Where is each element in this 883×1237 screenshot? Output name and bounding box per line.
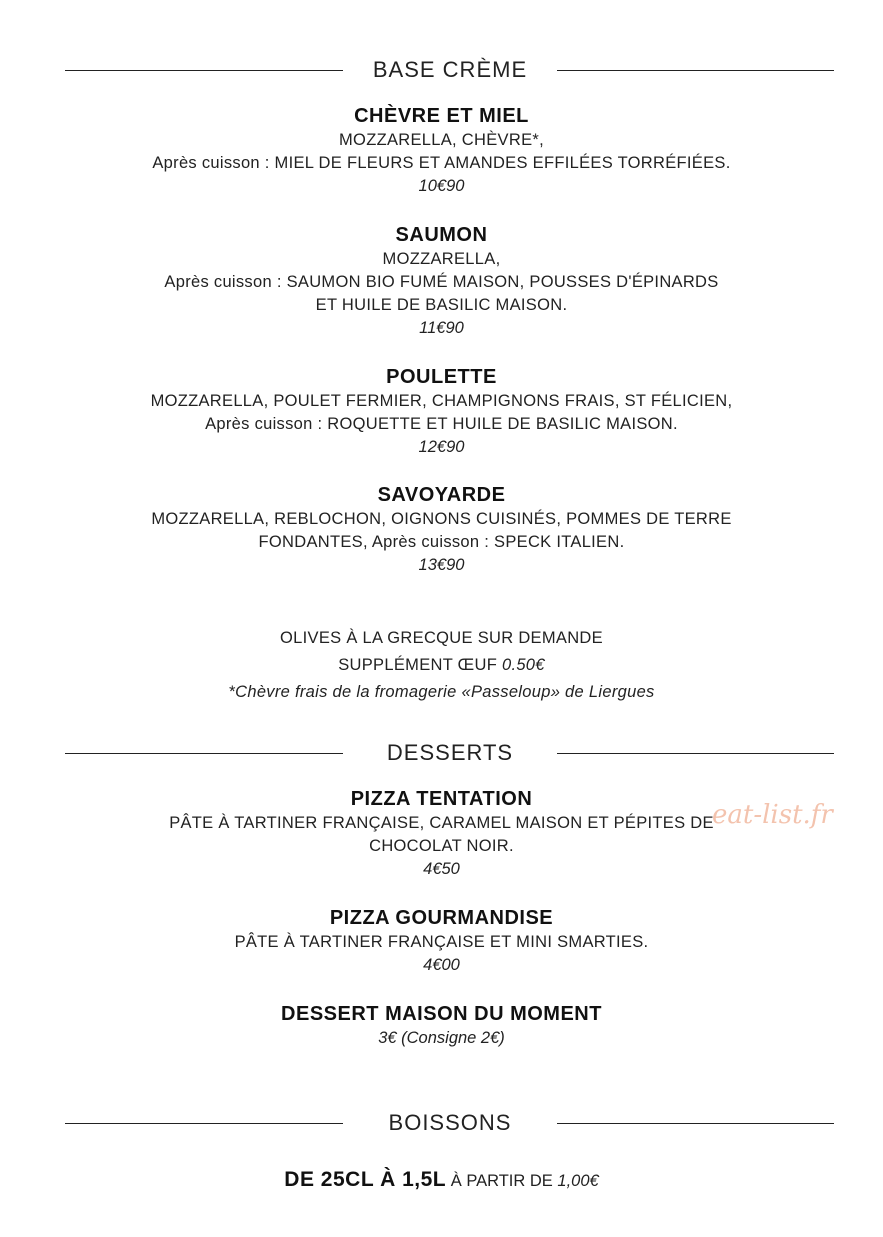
divider-left <box>65 70 343 71</box>
item-desc-line: ET HUILE DE BASILIC MAISON. <box>315 296 568 314</box>
boissons-price: 1,00€ <box>557 1172 599 1190</box>
item-desc-line: Après cuisson : MIEL DE FLEURS ET AMANDES EFFILÉES TORRÉFIÉES. <box>152 154 731 172</box>
item-desc-line: Après cuisson : ROQUETTE ET HUILE DE BASILIC MAISON. <box>205 415 678 433</box>
divider-right <box>557 753 834 754</box>
item-price: 3€ (Consigne 2€) <box>378 1029 505 1047</box>
item-name: PIZZA GOURMANDISE <box>329 907 554 929</box>
section-header-base-creme <box>0 55 883 85</box>
section-title: DESSERTS <box>386 740 514 765</box>
chevre-footnote: *Chèvre frais de la fromagerie «Passeloup» de Liergues <box>228 683 655 701</box>
item-name: CHÈVRE ET MIEL <box>354 105 529 127</box>
item-price: 4€00 <box>423 956 460 974</box>
menu-item-dessert-maison <box>0 1001 883 1050</box>
section-header-boissons <box>0 1108 883 1138</box>
menu-item-chevre-et-miel <box>0 103 883 198</box>
item-price: 11€90 <box>419 319 464 337</box>
boissons-from-label: À PARTIR DE <box>450 1172 553 1190</box>
boissons-pricing <box>0 1168 883 1192</box>
item-desc-line: PÂTE À TARTINER FRANÇAISE, CARAMEL MAISON ET PÉPITES DE <box>169 814 714 832</box>
item-name: SAUMON <box>395 224 488 246</box>
item-price: 10€90 <box>418 177 465 195</box>
divider-right <box>557 1123 834 1124</box>
item-desc-line: CHOCOLAT NOIR. <box>369 837 514 855</box>
boissons-size: DE 25CL À 1,5L <box>284 1168 447 1191</box>
menu-item-saumon <box>0 222 883 340</box>
item-desc-line: Après cuisson : SAUMON BIO FUMÉ MAISON, POUSSES D'ÉPINARDS <box>164 273 719 291</box>
section-title: BOISSONS <box>388 1110 512 1135</box>
item-name: PIZZA TENTATION <box>350 788 533 810</box>
section-title: BASE CRÈME <box>372 57 528 82</box>
oeuf-supplement <box>0 652 883 679</box>
item-price: 4€50 <box>423 860 460 878</box>
divider-right <box>557 70 834 71</box>
menu-item-pizza-gourmandise <box>0 905 883 977</box>
item-price: 12€90 <box>418 438 465 456</box>
item-desc-line: MOZZARELLA, CHÈVRE*, <box>339 131 544 149</box>
oeuf-price: 0.50€ <box>501 656 545 674</box>
item-desc-line: MOZZARELLA, REBLOCHON, OIGNONS CUISINÉS, POMMES DE TERRE <box>151 510 732 528</box>
menu-item-poulette <box>0 364 883 459</box>
item-name: DESSERT MAISON DU MOMENT <box>281 1003 602 1025</box>
item-name: SAVOYARDE <box>377 484 506 506</box>
section-header-desserts <box>0 738 883 768</box>
item-name: POULETTE <box>386 366 497 388</box>
divider-left <box>65 1123 343 1124</box>
watermark-logo: eat-list.fr <box>712 800 833 830</box>
item-desc-line: PÂTE À TARTINER FRANÇAISE ET MINI SMARTIES. <box>234 933 649 951</box>
divider-left <box>65 753 343 754</box>
oeuf-label: SUPPLÉMENT ŒUF <box>338 656 498 674</box>
menu-notes <box>0 625 883 706</box>
olives-note: OLIVES À LA GRECQUE SUR DEMANDE <box>280 629 603 647</box>
item-desc-line: FONDANTES, Après cuisson : SPECK ITALIEN. <box>258 533 625 551</box>
menu-item-savoyarde <box>0 482 883 577</box>
item-desc-line: MOZZARELLA, POULET FERMIER, CHAMPIGNONS FRAIS, ST FÉLICIEN, <box>150 392 733 410</box>
item-price: 13€90 <box>418 556 465 574</box>
item-desc-line: MOZZARELLA, <box>382 250 501 268</box>
